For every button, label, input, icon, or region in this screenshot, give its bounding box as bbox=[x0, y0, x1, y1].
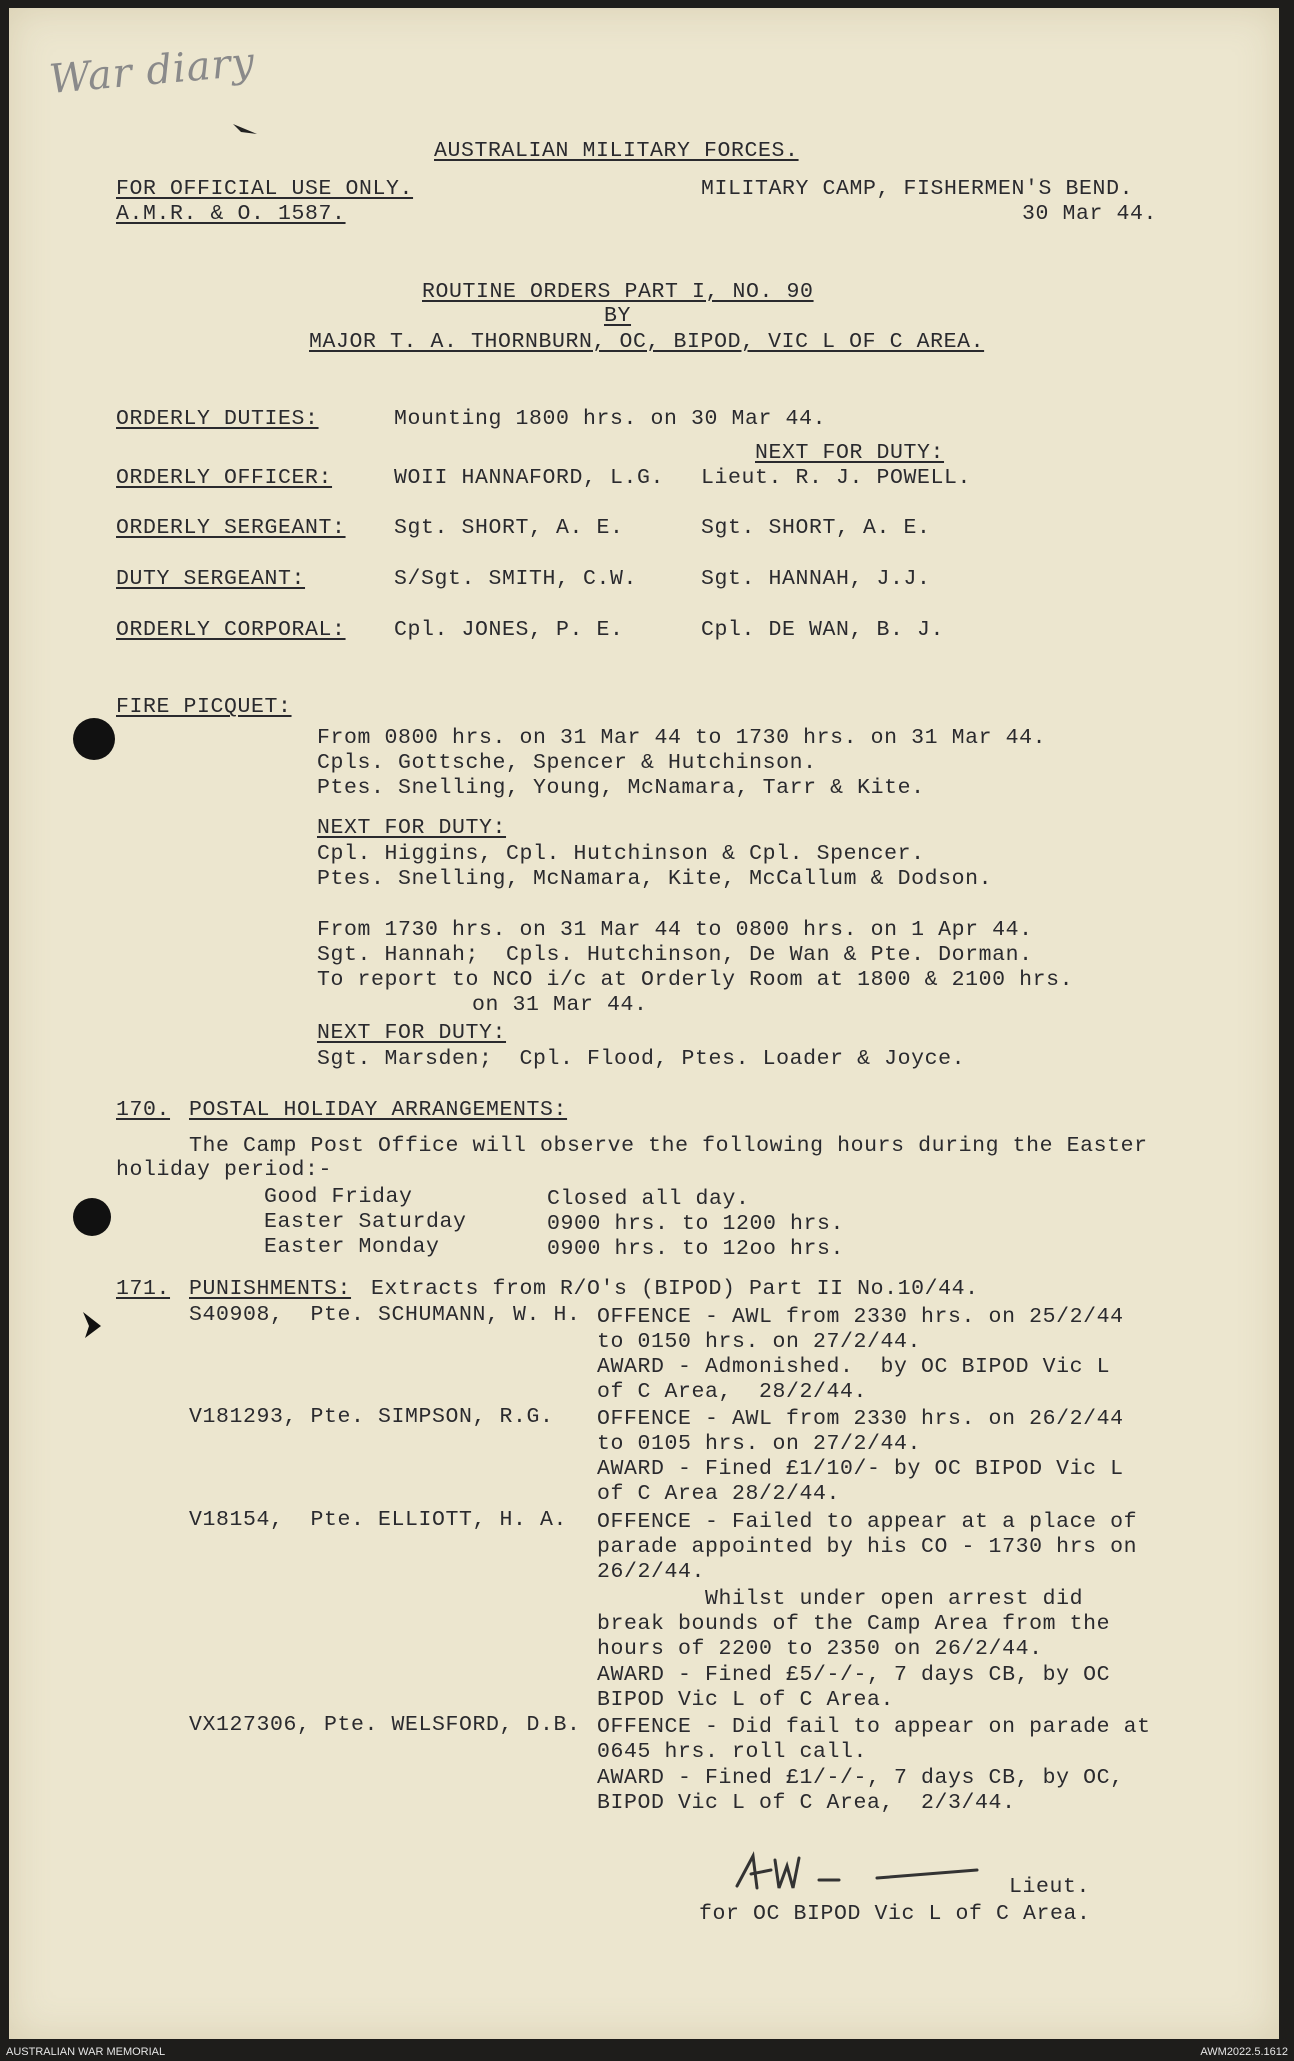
fire-picquet-next: NEXT FOR DUTY: bbox=[317, 1021, 507, 1045]
punishment-line: OFFENCE - AWL from 2330 hrs. on 26/2/44 bbox=[597, 1407, 1124, 1431]
punishment-line: of C Area, 28/2/44. bbox=[597, 1380, 868, 1404]
duty-next: Sgt. HANNAH, J.J. bbox=[701, 567, 931, 591]
punishment-line: AWARD - Fined £5/-/-, 7 days CB, by OC bbox=[597, 1663, 1111, 1687]
punishment-line: to 0150 hrs. on 27/2/44. bbox=[597, 1330, 922, 1354]
fire-picquet-line: From 1730 hrs. on 31 Mar 44 to 0800 hrs. on 1 Apr 44. bbox=[317, 918, 1033, 942]
punishment-name: V18154, Pte. ELLIOTT, H. A. bbox=[189, 1508, 568, 1532]
fire-picquet-line: on 31 Mar 44. bbox=[472, 993, 648, 1017]
punishment-line: OFFENCE - Failed to appear at a place of bbox=[597, 1510, 1138, 1534]
fire-picquet-line: Sgt. Marsden; Cpl. Flood, Ptes. Loader & Joyce. bbox=[317, 1047, 966, 1071]
section-number: 170. bbox=[116, 1098, 171, 1122]
punishment-line: hours of 2200 to 2350 on 26/2/44. bbox=[597, 1637, 1043, 1661]
punishment-name: V181293, Pte. SIMPSON, R.G. bbox=[189, 1405, 554, 1429]
duty-role: ORDERLY OFFICER: bbox=[116, 466, 333, 490]
heading: AUSTRALIAN MILITARY FORCES. bbox=[434, 139, 799, 163]
duty-current: Cpl. JONES, P. E. bbox=[394, 618, 624, 642]
postal-intro: holiday period:- bbox=[116, 1158, 333, 1182]
location: MILITARY CAMP, FISHERMEN'S BEND. bbox=[701, 177, 1134, 201]
section-number: 171. bbox=[116, 1277, 171, 1301]
punch-hole bbox=[73, 718, 115, 760]
duty-next: Cpl. DE WAN, B. J. bbox=[701, 618, 945, 642]
document-page bbox=[9, 8, 1279, 2039]
fire-picquet-line: From 0800 hrs. on 31 Mar 44 to 1730 hrs. on 31 Mar 44. bbox=[317, 726, 1047, 750]
punishment-line: AWARD - Fined £1/10/- by OC BIPOD Vic L bbox=[597, 1457, 1124, 1481]
punishment-line: OFFENCE - Did fail to appear on parade at bbox=[597, 1715, 1151, 1739]
punishment-name: VX127306, Pte. WELSFORD, D.B. bbox=[189, 1713, 581, 1737]
punishment-line: Whilst under open arrest did bbox=[597, 1587, 1084, 1611]
punishments-heading-rest: Extracts from R/O's (BIPOD) Part II No.10/44. bbox=[371, 1277, 979, 1301]
pin-mark-icon bbox=[79, 1308, 109, 1342]
punishment-line: break bounds of the Camp Area from the bbox=[597, 1612, 1111, 1636]
punishment-line: AWARD - Admonished. by OC BIPOD Vic L bbox=[597, 1355, 1111, 1379]
duty-role: DUTY SERGEANT: bbox=[116, 567, 306, 591]
fire-picquet-line: Ptes. Snelling, McNamara, Kite, McCallum & Dodson. bbox=[317, 867, 993, 891]
postal-intro: The Camp Post Office will observe the following hours during the Easter bbox=[189, 1134, 1148, 1158]
fire-picquet-line: To report to NCO i/c at Orderly Room at 1800 & 2100 hrs. bbox=[317, 968, 1074, 992]
postal-hours: Closed all day. bbox=[547, 1187, 750, 1211]
postal-day: Good Friday bbox=[264, 1185, 413, 1209]
title-line-1: ROUTINE ORDERS PART I, NO. 90 bbox=[422, 280, 814, 304]
signature-scribble bbox=[727, 1848, 987, 1898]
duty-role: ORDERLY SERGEANT: bbox=[116, 516, 346, 540]
fire-picquet-line: Cpl. Higgins, Cpl. Hutchinson & Cpl. Spencer. bbox=[317, 842, 925, 866]
punishment-name: S40908, Pte. SCHUMANN, W. H. bbox=[189, 1303, 581, 1327]
orderly-duties-label: ORDERLY DUTIES: bbox=[116, 407, 319, 431]
title-line-3: MAJOR T. A. THORNBURN, OC, BIPOD, VIC L OF C AREA. bbox=[309, 330, 985, 354]
punch-hole bbox=[73, 1198, 111, 1236]
punishment-line: parade appointed by his CO - 1730 hrs on bbox=[597, 1535, 1138, 1559]
signature-rank: Lieut. bbox=[1009, 1875, 1091, 1899]
fire-picquet-line: Sgt. Hannah; Cpls. Hutchinson, De Wan & Pte. Dorman. bbox=[317, 943, 1033, 967]
fire-picquet-line: Cpls. Gottsche, Spencer & Hutchinson. bbox=[317, 751, 817, 775]
duty-role: ORDERLY CORPORAL: bbox=[116, 618, 346, 642]
duty-current: Sgt. SHORT, A. E. bbox=[394, 516, 624, 540]
postal-hours: 0900 hrs. to 12oo hrs. bbox=[547, 1237, 845, 1261]
punishment-line: 0645 hrs. roll call. bbox=[597, 1740, 868, 1764]
amr-ref: A.M.R. & O. 1587. bbox=[116, 202, 346, 226]
punishment-line: BIPOD Vic L of C Area, 2/3/44. bbox=[597, 1791, 1016, 1815]
official-use: FOR OFFICIAL USE ONLY. bbox=[116, 177, 414, 201]
title-line-2: BY bbox=[604, 304, 632, 328]
duty-current: WOII HANNAFORD, L.G. bbox=[394, 466, 665, 490]
punishment-line: AWARD - Fined £1/-/-, 7 days CB, by OC, bbox=[597, 1766, 1124, 1790]
punishments-heading: PUNISHMENTS: bbox=[189, 1277, 352, 1301]
footer-left: AUSTRALIAN WAR MEMORIAL bbox=[6, 2046, 166, 2058]
footer bbox=[0, 2043, 1294, 2061]
punishment-line: to 0105 hrs. on 27/2/44. bbox=[597, 1432, 922, 1456]
pin-mark-icon bbox=[231, 120, 261, 144]
orderly-duties-value: Mounting 1800 hrs. on 30 Mar 44. bbox=[394, 407, 827, 431]
fire-picquet-next: NEXT FOR DUTY: bbox=[317, 816, 507, 840]
fire-picquet-line: Ptes. Snelling, Young, McNamara, Tarr & Kite. bbox=[317, 776, 925, 800]
footer-right: AWM2022.5.1612 bbox=[1200, 2046, 1288, 2058]
next-for-duty-heading: NEXT FOR DUTY: bbox=[755, 441, 945, 465]
punishment-line: 26/2/44. bbox=[597, 1560, 706, 1584]
duty-next: Sgt. SHORT, A. E. bbox=[701, 516, 931, 540]
signature-for-line: for OC BIPOD Vic L of C Area. bbox=[699, 1902, 1091, 1926]
punishment-line: BIPOD Vic L of C Area. bbox=[597, 1688, 895, 1712]
postal-day: Easter Monday bbox=[264, 1235, 440, 1259]
punishment-line: OFFENCE - AWL from 2330 hrs. on 25/2/44 bbox=[597, 1305, 1124, 1329]
postal-heading: POSTAL HOLIDAY ARRANGEMENTS: bbox=[189, 1098, 568, 1122]
duty-current: S/Sgt. SMITH, C.W. bbox=[394, 567, 638, 591]
fire-picquet-heading: FIRE PICQUET: bbox=[116, 695, 292, 719]
handwritten-note: War diary bbox=[47, 39, 257, 103]
date: 30 Mar 44. bbox=[1022, 202, 1158, 226]
postal-day: Easter Saturday bbox=[264, 1210, 467, 1234]
postal-hours: 0900 hrs. to 1200 hrs. bbox=[547, 1212, 845, 1236]
punishment-line: of C Area 28/2/44. bbox=[597, 1482, 841, 1506]
duty-next: Lieut. R. J. POWELL. bbox=[701, 466, 972, 490]
